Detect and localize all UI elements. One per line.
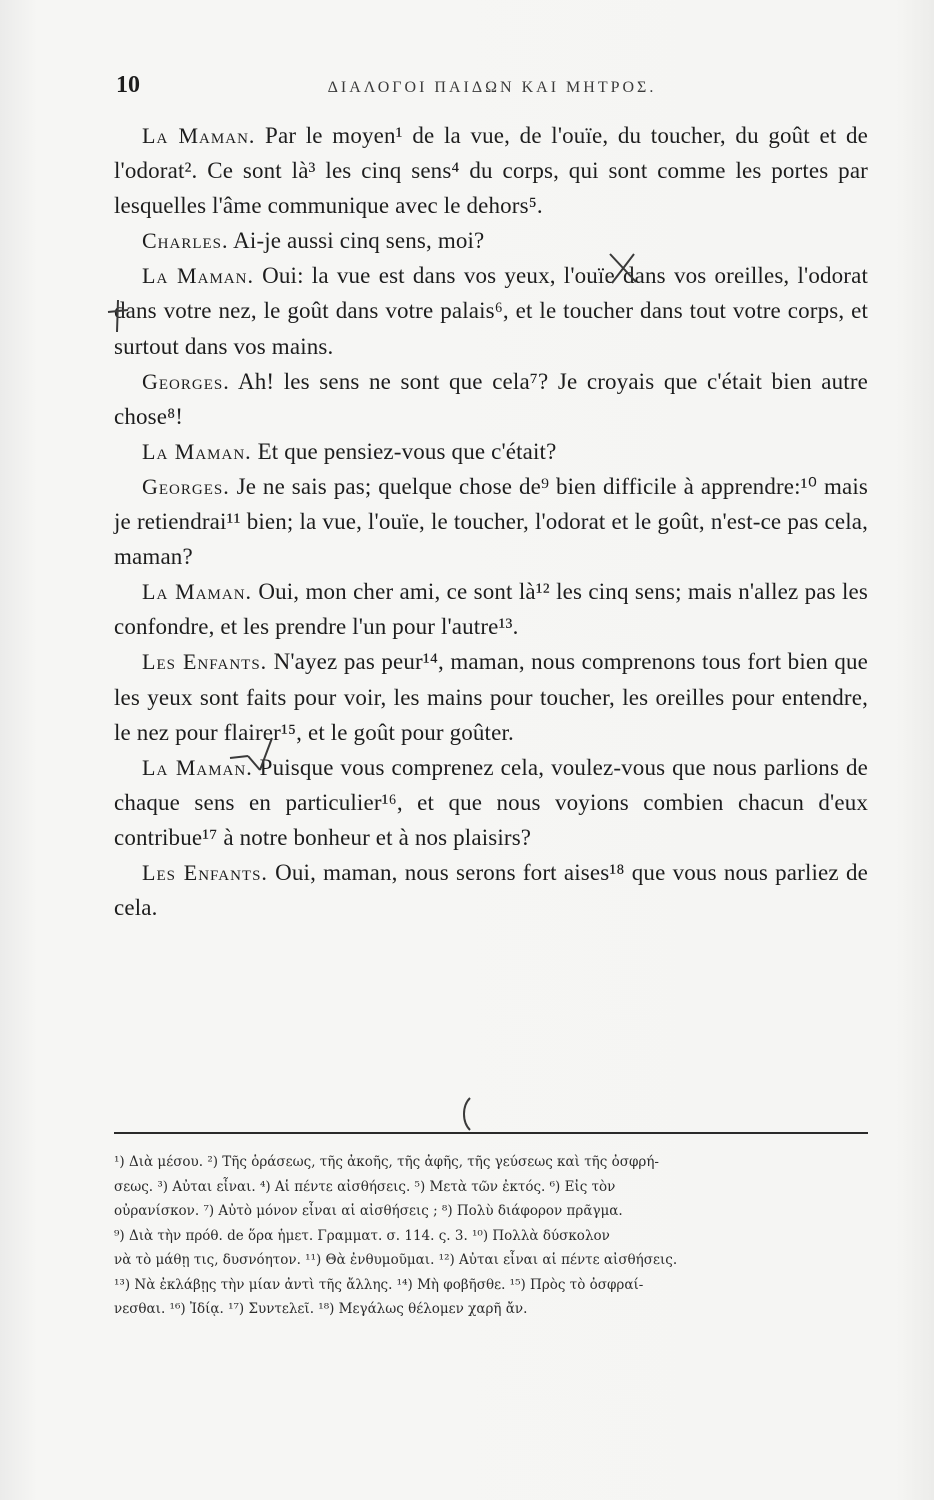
speaker-name: La Maman.	[142, 438, 252, 464]
footnote-line: σεως. ³) Αὐται εἶναι. ⁴) Αἱ πέντε αἰσθήσεις. ⁵) Μετὰ τῶν ἐκτός. ⁶) Εἰς τὸν	[114, 1178, 616, 1195]
paragraph-6	[114, 469, 868, 574]
paragraph-text: Je ne sais pas; quelque chose de⁹ bien difficile à apprendre:¹⁰ mais je retiendrai¹¹ bien; la vue, l'ouïe, le toucher, l'odorat et le goût, n'est-ce pas cela, maman?	[114, 473, 868, 570]
paragraph-1	[114, 118, 868, 223]
paragraph-text: Ai-je aussi cinq sens, moi?	[228, 228, 485, 254]
footnotes	[114, 1150, 868, 1322]
paragraph-3	[114, 258, 868, 363]
paragraph-text: Puisque vous comprenez cela, voulez-vous que nous parlions de chaque sens en particulier¹⁶, et que nous voyions combien chacun d'eux contribue¹⁷ à notre bonheur et à nos plaisirs?	[114, 754, 868, 850]
running-head: ΔΙΑΛΟΓΟΙ ΠΑΙΔΩΝ ΚΑΙ ΜΗΤΡΟΣ.	[327, 79, 657, 96]
speaker-name: Georges.	[142, 368, 230, 394]
footnote-line: νὰ τὸ μάθῃ τις, δυσνόητον. ¹¹) Θὰ ἐνθυμοῦμαι. ¹²) Αὐται εἶναι αἱ πέντε αἰσθήσεις.	[114, 1252, 678, 1268]
speaker-name: La Maman.	[142, 579, 253, 605]
speaker-name: La Maman.	[142, 263, 254, 289]
paragraph-4	[114, 364, 868, 434]
handwritten-cross-mark	[106, 298, 130, 334]
speaker-name: Les Enfants.	[142, 649, 268, 675]
paragraph-text: Ah! les sens ne sont que cela⁷? Je croyais que c'était bien autre chose⁸!	[114, 368, 868, 429]
paragraph-5	[114, 434, 868, 469]
speaker-name: La Maman.	[142, 754, 253, 780]
footnote-line: οὐρανίσκον. ⁷) Αὐτὸ μόνον εἶναι αἱ αἰσθήσεις ; ⁸) Πολὺ διάφορον πρᾶγμα.	[114, 1203, 623, 1219]
footnote-line: νεσθαι. ¹⁶) Ἰδίᾳ. ¹⁷) Συντελεῖ. ¹⁸) Μεγάλως θέλομεν χαρῆ ἄν.	[114, 1301, 528, 1317]
paragraph-7	[114, 574, 868, 644]
footnote-line: ¹) Διὰ μέσου. ²) Τῆς ὁράσεως, τῆς ἀκοῆς, τῆς ἀφῆς, τῆς γεύσεως καὶ τῆς ὀσφρή-	[114, 1154, 659, 1170]
speaker-name: Georges.	[142, 473, 230, 499]
handwritten-x-mark	[606, 250, 640, 286]
paragraph-text: N'ayez pas peur¹⁴, maman, nous comprenons tous fort bien que les yeux sont faits pour voir, les mains pour toucher, les oreilles pour entendre, le nez pour flairer¹⁵, et le goût pour goûter.	[114, 649, 868, 745]
page-header	[114, 72, 870, 106]
paragraph-text: Par le moyen¹ de la vue, de l'ouïe, du toucher, du goût et de l'odorat². Ce sont là³ les cinq sens⁴ du corps, qui sont comme les portes par lesquelles l'âme communique avec le dehors⁵.	[114, 123, 869, 219]
paragraph-text: Oui, maman, nous serons fort aises¹⁸ que vous nous parliez de cela.	[114, 859, 868, 921]
paragraph-text: Oui: la vue est dans vos yeux, l'ouïe dans vos oreilles, l'odorat dans votre nez, le goût dans votre palais⁶, et le toucher dans tout votre corps, et surtout dans vos mains.	[114, 263, 868, 359]
speaker-name: Les Enfants.	[142, 859, 268, 885]
footnote-line: ⁹) Διὰ τὴν πρόθ. de ὅρα ἡμετ. Γραμματ. σ. 114. ς. 3. ¹⁰) Πολλὰ δύσκολον	[114, 1227, 610, 1244]
speaker-name: Charles.	[142, 228, 229, 254]
paragraph-text: Oui, mon cher ami, ce sont là¹² les cinq sens; mais n'allez pas les confondre, et les prendre l'un pour l'autre¹³.	[114, 579, 868, 640]
page-number: 10	[116, 72, 140, 98]
paragraph-text: Et que pensiez-vous que c'était?	[251, 438, 557, 464]
paragraph-10	[114, 855, 868, 925]
footnote-line: ¹³) Νὰ ἐκλάβῃς τὴν μίαν ἀντὶ τῆς ἄλλης. ¹⁴) Μὴ φοβῆσθε. ¹⁵) Πρὸς τὸ ὀσφραί-	[114, 1276, 644, 1293]
dialogue-text	[114, 118, 868, 925]
handwritten-bracket-mark	[458, 1094, 476, 1134]
paragraph-2	[114, 223, 868, 258]
speaker-name: La Maman.	[142, 123, 256, 148]
footnote-divider	[114, 1132, 868, 1134]
handwritten-check-mark	[228, 732, 276, 774]
